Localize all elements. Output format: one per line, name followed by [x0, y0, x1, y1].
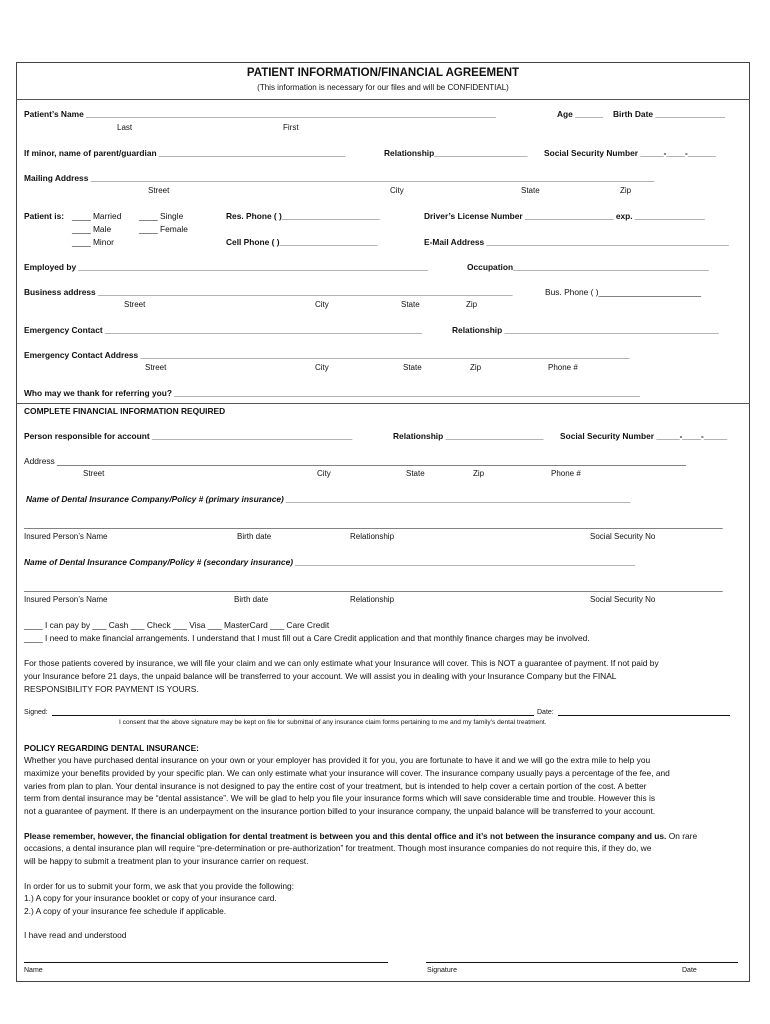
label-insured-name: Insured Person’s Name	[24, 532, 108, 541]
minor-option[interactable]: ____ Minor	[72, 237, 114, 247]
label-state: State	[403, 363, 422, 372]
label-first: First	[283, 123, 299, 132]
cell-phone-field[interactable]: Cell Phone ( )_____________________	[226, 237, 378, 247]
page-title: PATIENT INFORMATION/FINANCIAL AGREEMENT	[246, 67, 520, 79]
policy-line: Whether you have purchased dental insurance on your own or your employer has provided it for you, you are fortunate to have it and we will go the extra mile to help you	[24, 755, 651, 765]
label-zip: Zip	[470, 363, 482, 372]
res-phone-field[interactable]: Res. Phone ( )_____________________	[226, 211, 380, 221]
name-line[interactable]	[24, 962, 388, 963]
signature-consent: I consent that the above signature may be kept on file for submittal of any insurance claim forms pertaining to me and my family’s dental treatment.	[119, 719, 547, 726]
guardian-ssn-field[interactable]: Social Security Number _____-____-______	[544, 148, 716, 158]
secondary-insured-details-line[interactable]: ______________________________________________________________________________________________________________________________________________________	[24, 582, 723, 592]
label-zip: Zip	[620, 186, 632, 195]
label-birth-date: Birth date	[234, 595, 269, 604]
obligation-line: occasions, a dental insurance plan will require “pre-determination or pre-authorization” for treatment. Though most insurance companies do not require this, if they do, we	[24, 843, 652, 853]
date-line[interactable]	[558, 715, 730, 716]
label-street: Street	[124, 300, 146, 309]
mailing-address-field[interactable]: Mailing Address _________________________________________________________________________________________________________________________	[24, 173, 655, 183]
guardian-relationship-field[interactable]: Relationship____________________	[384, 148, 528, 158]
label-insured-name: Insured Person’s Name	[24, 595, 108, 604]
married-option[interactable]: ____ Married	[72, 211, 122, 221]
policy-line: maximize your benefits provided by your specific plan. We can only estimate what your insurance will cover. The insurance company usually pays a percentage of the fee, and	[24, 768, 670, 778]
request-item-2: 2.) A copy of your insurance fee schedule if applicable.	[24, 906, 227, 916]
signature-date-line[interactable]	[426, 962, 738, 963]
label-relationship: Relationship	[350, 595, 395, 604]
email-field[interactable]: E-Mail Address ____________________________________________________	[424, 237, 729, 247]
business-phone-field[interactable]: Bus. Phone ( )______________________	[545, 287, 702, 297]
obligation-line: will be happy to submit a treatment plan to your insurance carrier on request.	[24, 856, 309, 866]
label-zip: Zip	[473, 469, 485, 478]
header-divider	[16, 99, 750, 100]
guardian-field[interactable]: If minor, name of parent/guardian ________________________________________	[24, 148, 346, 158]
label-state: State	[521, 186, 540, 195]
label-street: Street	[148, 186, 170, 195]
financial-header: COMPLETE FINANCIAL INFORMATION REQUIRED	[24, 406, 226, 416]
financial-arrangement-option[interactable]: ____ I need to make financial arrangements. I understand that I must fill out a Care Credit application and that monthly finance charges may be involved.	[24, 633, 590, 643]
label-state: State	[401, 300, 420, 309]
label-ssn: Social Security No	[590, 595, 656, 604]
primary-insured-details-line[interactable]: ______________________________________________________________________________________________________________________________________________________	[24, 519, 723, 529]
responsible-ssn-field[interactable]: Social Security Number _____-____-_____	[560, 431, 728, 441]
label-ssn: Social Security No	[590, 532, 656, 541]
payment-method-options[interactable]: ____ I can pay by ___ Cash ___ Check ___ Visa ___ MasterCard ___ Care Credit	[24, 620, 330, 630]
responsible-person-field[interactable]: Person responsible for account ___________________________________________	[24, 431, 353, 441]
obligation-line	[24, 831, 697, 841]
request-item-1: 1.) A copy for your insurance booklet or copy of your insurance card.	[24, 893, 277, 903]
date-label: Date:	[537, 709, 554, 716]
emergency-address-field[interactable]: Emergency Contact Address _________________________________________________________________________________________________________	[24, 350, 630, 360]
policy-line: varies from plan to plan. Your dental insurance is not designed to pay the entire cost of your treatment, but is intended to help cover a certain portion of the cost. A better	[24, 781, 647, 791]
label-zip: Zip	[466, 300, 478, 309]
policy-line: not a guarantee of payment. If there is an underpayment on the insurance portion billed to your insurance company, the unpaid balance will be transferred to your account.	[24, 806, 656, 816]
label-relationship: Relationship	[350, 532, 395, 541]
signature-line[interactable]	[52, 715, 534, 716]
birth-date-field[interactable]: Birth Date _______________	[613, 109, 726, 119]
financial-divider	[16, 403, 750, 404]
label-birth-date: Birth date	[237, 532, 272, 541]
signature-label: Signature	[427, 967, 457, 974]
label-street: Street	[145, 363, 167, 372]
policy-line: term from dental insurance may be “dental assistance”. We will be glad to help you file your insurance forms which will save considerable time and trouble. However this is	[24, 793, 656, 803]
employer-field[interactable]: Employed by ___________________________________________________________________________	[24, 262, 428, 272]
label-state: State	[406, 469, 425, 478]
label-city: City	[315, 363, 329, 372]
responsible-address-field[interactable]: Address _______________________________________________________________________________________________________________________________________	[24, 456, 686, 466]
date-label: Date	[682, 967, 697, 974]
emergency-relationship-field[interactable]: Relationship ______________________________________________	[452, 325, 719, 335]
age-field[interactable]: Age ______	[557, 109, 604, 119]
label-street: Street	[83, 469, 105, 478]
policy-heading: POLICY REGARDING DENTAL INSURANCE:	[24, 743, 199, 753]
occupation-field[interactable]: Occupation__________________________________________	[467, 262, 709, 272]
request-intro: In order for us to submit your form, we ask that you provide the following:	[24, 881, 294, 891]
referral-field[interactable]: Who may we thank for referring you? ____________________________________________________________________________________________________	[24, 388, 641, 398]
obligation-bold: Please remember, however, the financial obligation for dental treatment is between you and this dental office and it’s not between the insurance company and us.	[24, 831, 667, 841]
label-last: Last	[117, 123, 133, 132]
patient-name-field[interactable]: Patient’s Name ________________________________________________________________________________________	[24, 109, 496, 119]
label-city: City	[390, 186, 404, 195]
patient-is-label: Patient is:	[24, 211, 65, 221]
insurance-notice-line-3: RESPONSIBILITY FOR PAYMENT IS YOURS.	[24, 684, 199, 694]
obligation-rest: On rare	[666, 831, 698, 841]
single-option[interactable]: ____ Single	[139, 211, 184, 221]
female-option[interactable]: ____ Female	[139, 224, 188, 234]
signed-label: Signed:	[24, 709, 48, 716]
insurance-notice-line-2: your Insurance before 21 days, the unpaid balance will be transferred to your account. We will assist you in dealing with your Insurance Company but the FINAL	[24, 671, 617, 681]
label-phone: Phone #	[551, 469, 581, 478]
read-understood: I have read and understood	[24, 930, 127, 940]
label-city: City	[317, 469, 331, 478]
business-address-field[interactable]: Business address _________________________________________________________________________________________	[24, 287, 513, 297]
primary-insurance-field[interactable]: Name of Dental Insurance Company/Policy # (primary insurance) __________________________________________________________________________	[26, 494, 631, 504]
label-city: City	[315, 300, 329, 309]
drivers-license-field[interactable]: Driver’s License Number ___________________ exp. _______________	[424, 211, 705, 221]
male-option[interactable]: ____ Male	[72, 224, 112, 234]
label-phone: Phone #	[548, 363, 578, 372]
emergency-contact-field[interactable]: Emergency Contact ____________________________________________________________________	[24, 325, 422, 335]
name-label: Name	[24, 967, 43, 974]
insurance-notice-line-1: For those patients covered by insurance, we will file your claim and we can only estimate what your Insurance will cover. This is NOT a guarantee of payment. If not paid by	[24, 658, 659, 668]
secondary-insurance-field[interactable]: Name of Dental Insurance Company/Policy # (secondary insurance) _________________________________________________________________________	[24, 557, 636, 567]
responsible-relationship-field[interactable]: Relationship _____________________	[393, 431, 544, 441]
page-subtitle: (This information is necessary for our files and will be CONFIDENTIAL)	[257, 83, 509, 92]
